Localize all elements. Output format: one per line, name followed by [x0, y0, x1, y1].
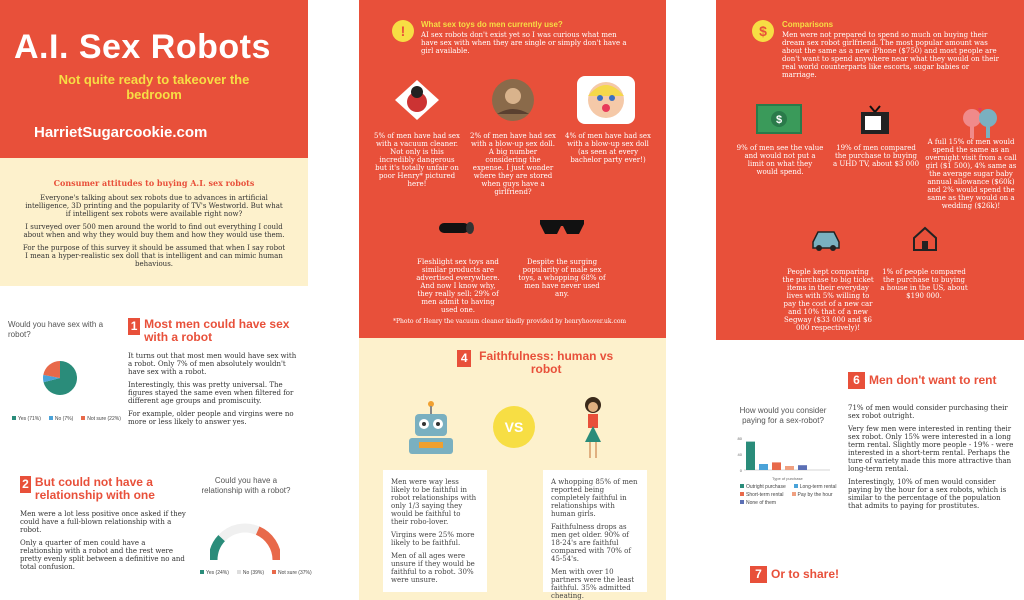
stat-never-used: Despite the surging popularity of male sex toys, a whopping 68% of men have never used any.	[518, 258, 606, 298]
legend-outright: Outright purchase	[740, 484, 786, 490]
q2-donut-chart	[210, 522, 280, 562]
donut-segment-no	[222, 528, 258, 538]
subtitle: Not quite ready to takeover the bedroom	[58, 72, 250, 102]
robot-faithfulness-box	[383, 470, 487, 592]
intro-section	[0, 158, 308, 286]
robot-faith-p1: Men were way less likely to be faithful in robot relationships with only 1/3 saying they would be faithful to their robo-lover.	[391, 478, 477, 526]
exclamation-icon: !	[392, 20, 414, 42]
legend-long-term: Long-term rental	[794, 484, 837, 490]
rent-chart-xlabel: Type of purchase	[772, 476, 803, 481]
legend-short-term: Short-term rental	[740, 492, 784, 498]
human-faith-p3: Men with over 10 partners were the least faithful. 35% admitted cheating.	[551, 568, 635, 600]
woman-icon	[581, 396, 605, 462]
comparison-uhd-tv: 19% of men compared the purchase to buying a UHD TV, about $3 000	[832, 144, 920, 168]
dollar-icon: $	[752, 20, 774, 42]
panel3-intro: Men were not prepared to spend so much on buying their dream sex robot girlfriend. The most popular amount was about the same as a new iPhone ($750) and most people are don't want to spend anywhere near what they would on their real world counterparts like escorts, sugar babies or marriage.	[782, 31, 999, 79]
section7-number: 7	[750, 566, 767, 583]
section6-p1: 71% of men would consider purchasing their sex robot outright.	[848, 404, 1008, 420]
vs-badge: VS	[493, 406, 535, 448]
legend-by-hour: Pay by the hour	[792, 492, 833, 498]
rent-chart-title: How would you consider paying for a sex-robot?	[739, 406, 827, 425]
comparison-car-segway: People kept comparing the purchase to big ticket items in their everyday lives with 5% willing to pay the cost of a new car and 10% that of a new Segway ($33 000 and $6 000 respectively)!	[782, 268, 874, 332]
panel1-header	[0, 0, 308, 158]
footnote: *Photo of Henry the vacuum cleaner kindly provided by henryhoover.uk.com	[393, 318, 627, 325]
panel2-faithfulness	[359, 338, 666, 600]
panel2-heading: What sex toys do men currently use?	[421, 20, 563, 29]
section4-number: 4	[457, 350, 471, 367]
section6-p3: Interestingly, 10% of men would consider paying by the hour for a sex robots, which is similar to the percentage of the population that admits to paying for prostitutes.	[848, 478, 1007, 510]
bar-none-of-them	[798, 465, 807, 470]
bar-outright-purchase	[746, 442, 755, 470]
donut-segment-not-sure	[258, 531, 277, 560]
q1-legend-unsure: Not sure (22%)	[81, 416, 121, 422]
y-tick-label: 80	[737, 436, 742, 441]
q1-pie-chart	[42, 360, 78, 396]
q2-legend-no: No (39%)	[237, 570, 264, 576]
site-name: HarrietSugarcookie.com	[34, 124, 208, 141]
stat-vacuum: 5% of men have had sex with a vacuum cleaner. Not only is this incredibly dangerous but it's totally unfair on poor Henry* pictured here!	[374, 132, 460, 188]
q2-legend-yes: Yes (24%)	[200, 570, 229, 576]
comparison-call-girl: A full 15% of men would spend the same as an overnight visit from a call girl ($1 500), 4% same as the average sugar baby annual allowance ($60k) and 2% would spend the same as they would on a wedding ($26k)!	[925, 138, 1017, 210]
svg-text:$: $	[775, 114, 783, 126]
blow-up-doll-icon	[575, 74, 637, 126]
q1-legend-no: No (7%)	[49, 416, 73, 422]
payment-bar-chart	[732, 436, 832, 476]
tv-icon	[860, 104, 890, 136]
human-faith-p2: Faithfulness drops as men get older. 90% of 18-24's are faithful compared with 70% of 45-54's.	[551, 523, 631, 563]
robot-faith-p3: Men of all ages were unsure if they would be faithful to a robot. 30% were unsure.	[391, 552, 475, 584]
bar-pay-by-the-hour	[785, 466, 794, 470]
section7-heading: Or to share!	[771, 567, 840, 581]
human-faith-p1: A whopping 85% of men reported being completely faithful in relationships with human girls.	[551, 478, 638, 518]
panel2-sex-toys	[359, 0, 666, 338]
q2-chart-title: Could you have a relationship with a robot?	[201, 476, 291, 495]
y-tick-label: 40	[737, 452, 742, 457]
section1-p2: Interestingly, this was pretty universal. The figures stayed the same even when filtered for different age groups and promiscuity.	[128, 381, 294, 405]
intro-p3: For the purpose of this survey it should be assumed that when I say robot I mean a hyper-realistic sex doll that is intelligent and can mimic human behavious.	[22, 244, 286, 268]
intro-p2: I surveyed over 500 men around the world to find out everything I could about when and why they would buy them and how they would use them.	[23, 223, 285, 239]
kissing-couple-icon	[960, 104, 1000, 140]
y-tick-label: 0	[739, 468, 742, 473]
section2	[20, 476, 190, 576]
legend-none: None of them	[740, 500, 776, 506]
comparison-no-limit: 9% of men see the value and would not put a limit on what they would spend.	[736, 144, 824, 176]
rent-chart-legend	[740, 484, 840, 506]
section6-number: 6	[848, 372, 865, 389]
panel3-comparisons	[716, 0, 1024, 340]
stat-blow-up-doll: 4% of men have had sex with a blow-up sex doll (as seen at every bachelor party ever!)	[565, 132, 651, 164]
section4-heading: Faithfulness: human vs robot	[479, 349, 614, 376]
car-icon	[810, 228, 842, 252]
stat-sex-doll: 2% of men have had sex with a blow-up sex doll. A big number considering the expense. I just wonder where they are stored when guys have a girlfriend?	[470, 132, 556, 196]
panel2-intro: AI sex robots don't exist yet so I was curious what men have sex with when they are single or simply don't have a girl available.	[421, 31, 627, 55]
section6-heading: Men don't want to rent	[869, 373, 997, 387]
sex-doll-photo-icon	[491, 78, 535, 122]
section2-number: 2	[20, 476, 31, 493]
robot-icon	[405, 400, 457, 456]
human-faithfulness-box	[543, 470, 647, 600]
donut-segment-yes	[213, 538, 222, 560]
section2-heading: But could not have a relationship with one	[34, 475, 155, 502]
section1-p1: It turns out that most men would have sex with a robot. Only 7% of men absolutely wouldn't have sex with a robot.	[128, 352, 297, 376]
money-icon	[756, 104, 802, 134]
main-title: A.I. Sex Robots	[14, 28, 271, 66]
intro-heading: Consumer attitudes to buying A.I. sex robots	[53, 178, 255, 188]
section1	[128, 318, 298, 431]
section6-p2: Very few men were interested in renting their sex robot. Only 15% were interested in a long term rental. Slightly more people - 19% - were interested in a short-term rental. Perhaps the ture of variety made this more attractive than long-term rental.	[848, 425, 1014, 473]
section2-p1: Men were a lot less positive once asked if they could have a full-blown relationship with a robot.	[20, 510, 186, 534]
robot-faith-p2: Virgins were 25% more likely to be faithful.	[391, 531, 475, 547]
section1-number: 1	[128, 318, 140, 335]
bar-long-term-rental	[759, 464, 768, 470]
q1-chart-title: Would you have sex with a robot?	[8, 320, 104, 339]
house-icon	[912, 226, 938, 252]
panel3-heading: Comparisons	[782, 20, 834, 29]
section1-heading: Most men could have sex with a robot	[144, 317, 290, 344]
comparison-house: 1% of people compared the purchase to buying a house in the US, about $190 000.	[880, 268, 968, 300]
q2-legend-unsure: Not sure (37%)	[272, 570, 312, 576]
intro-p1: Everyone's talking about sex robots due to advances in artificial intelligence, 3D printing and the popularity of TV's Westworld. But what if intelligent sex robots were available right now?	[25, 194, 283, 218]
section1-p3: For example, older people and virgins were no more or less likely to answer yes.	[128, 410, 294, 426]
q1-legend	[12, 416, 121, 422]
section6-text	[848, 404, 1014, 515]
q1-legend-yes: Yes (71%)	[12, 416, 41, 422]
stat-fleshlight: Fleshlight sex toys and similar products are advertised everywhere. And now I know why, they really sell: 29% of men admit to having used one.	[416, 258, 500, 314]
section2-p2: Only a quarter of men could have a relationship with a robot and the rest were pretty evenly split between a definitive no and total confusion.	[20, 539, 185, 571]
section6-title	[848, 372, 997, 389]
q2-legend	[200, 570, 312, 576]
section7-title	[750, 566, 839, 583]
bar-short-term-rental	[772, 462, 781, 470]
fleshlight-icon	[439, 220, 475, 236]
vacuum-cleaner-icon	[393, 78, 441, 122]
sunglasses-icon	[539, 218, 585, 236]
